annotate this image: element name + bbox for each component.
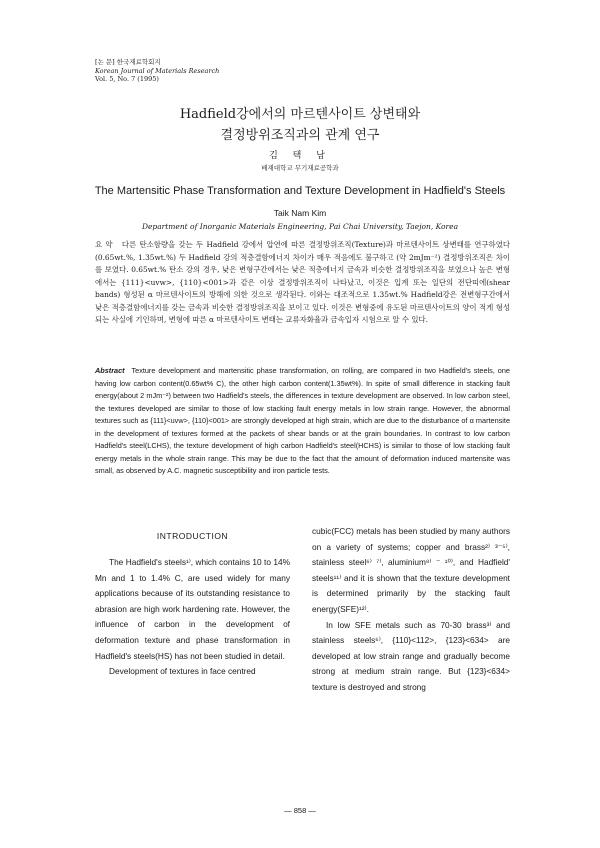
korean-affiliation: 배재대학교 무기재료공학과 (261, 164, 339, 172)
korean-title-line1: Hadfield강에서의 마르텐사이트 상변태와 (179, 107, 421, 122)
english-abstract (95, 365, 510, 478)
header-line-journal: Korean Journal of Materials Research (95, 66, 220, 75)
korean-title-line2: 결정방위조직과의 관계 연구 (220, 128, 380, 143)
english-author: Taik Nam Kim (273, 208, 327, 218)
right-paragraph-1: cubic(FCC) metals has been studied by many authors on a variety of systems; copper and brass²⁾ ³⁻⁵⁾, stainless steel⁶⁾ ⁷⁾, aluminium⁸⁾ ⁻ ¹⁰⁾, and Hadfield' steels¹¹⁾ and it is shown that the texture development is determined primarily by the stacking fault energy(SFE)¹²⁾. (312, 526, 510, 614)
korean-author: 김 택 남 (269, 151, 331, 161)
korean-abstract-text: 다른 탄소함량을 갖는 두 Hadfield 강에서 압연에 따른 결정방위조직(Texture)과 마르텐사이트 상변태를 연구하였다(0.65wt.%, 1.35wt.%) 두 Hadfield 강의 적층결함에너지 차이가 매우 적음에도 불구하고 (약 2mJm⁻²) 결정방위조직은 차이를 보였다. 0.65wt.% 탄소 강의 경우, 낮은 변형구간에서는 낮은 적층에너지 금속과 비슷한 결정방위조직을 보였으나 높은 변형에서는 {111}<uvw>, {110}<001>과 같은 이상 결정방위조직이 나타났고, 이것은 입계 또는 일단의 전단띠에(shear bands) 형성된 α 마르텐사이트의 방해에 의한 것으로 생각된다. 이와는 대조적으로 1.35wt.% Hadfield강은 전변형구간에서 낮은 적층결함에너지를 갖는 금속과 비슷한 결정방위조직을 보이고 있다. 이것은 변형중에 유도된 마르텐사이트의 양이 적게 형성되는 사실에 기인하며, 변형에 따른 α 마르텐사이트 변태는 교류자화율과 금속입자 시험으로 알 수 있다. (95, 240, 510, 324)
page-number: — 858 — (284, 806, 316, 815)
intro-paragraph-2: Development of textures in face centred (109, 666, 256, 677)
section-heading-introduction: INTRODUCTION (156, 531, 229, 541)
intro-paragraph-1: The Hadfield's steels¹⁾, which contains 10 to 14% Mn and 1 to 1.4% C, are used widely for many applications because of its outstanding resistance to abrasion are high work hardening rate. However, the influence of carbon in the development of deformation texture and phase transformation in Hadfield's steels(HS) has not been studied in detail. (95, 557, 290, 661)
english-abstract-label: Abstract (95, 366, 125, 375)
right-column (312, 524, 510, 696)
korean-title (0, 104, 600, 146)
header-line-volume: Vol. 5, No. 7 (1995) (95, 75, 159, 84)
english-title: The Martensitic Phase Transformation and Texture Development in Hadfield's Steels (94, 185, 506, 197)
right-paragraph-2: In low SFE metals such as 70-30 brass³⁾ and stainless steels⁶⁾, {110}<112>, {123}<634> are developed at low strain range and gradually become strong at medium strain range. But {123}<634> texture is destroyed and strong (312, 619, 510, 692)
english-affiliation: Department of Inorganic Materials Engineering, Pai Chai University, Taejon, Korea (141, 222, 459, 231)
korean-abstract-label: 요 약 (95, 240, 113, 249)
english-abstract-text: Texture development and martensitic phase transformation, on rolling, are compared in two Hadfield's steels, one having low carbon content(0.65wt% C), the other high carbon content(1.35wt%). In spite of small difference in stacking fault energy(about 2 mJm⁻²) between two Hadfield's steels, the differences in texture development are observed. In low carbon steel, the textures developed are similar to those of low stacking fault energy metals in low strain range. However, the abnormal textures such as {111}<uvw>, {110}<001> are strongly developed at high strain, which are due to the disturbance of α martensite in the development of textures formed at the packets of shear bands or at the grain boundaries. In contrast to low carbon Hadfield's steel(LCHS), the texture development of high carbon Hadfield's steel(HCHS) is similar to those of low stacking fault energy metals in the whole strain range. This may be due to the fact that the amount of deformation induced martensite was small, as observed by A.C. magnetic susceptibility and iron particle tests. (95, 366, 510, 475)
left-column (95, 531, 290, 680)
header-line-category: [논 문] 한국재료학회지 (95, 58, 161, 66)
journal-header (95, 58, 219, 84)
korean-abstract (95, 239, 510, 327)
